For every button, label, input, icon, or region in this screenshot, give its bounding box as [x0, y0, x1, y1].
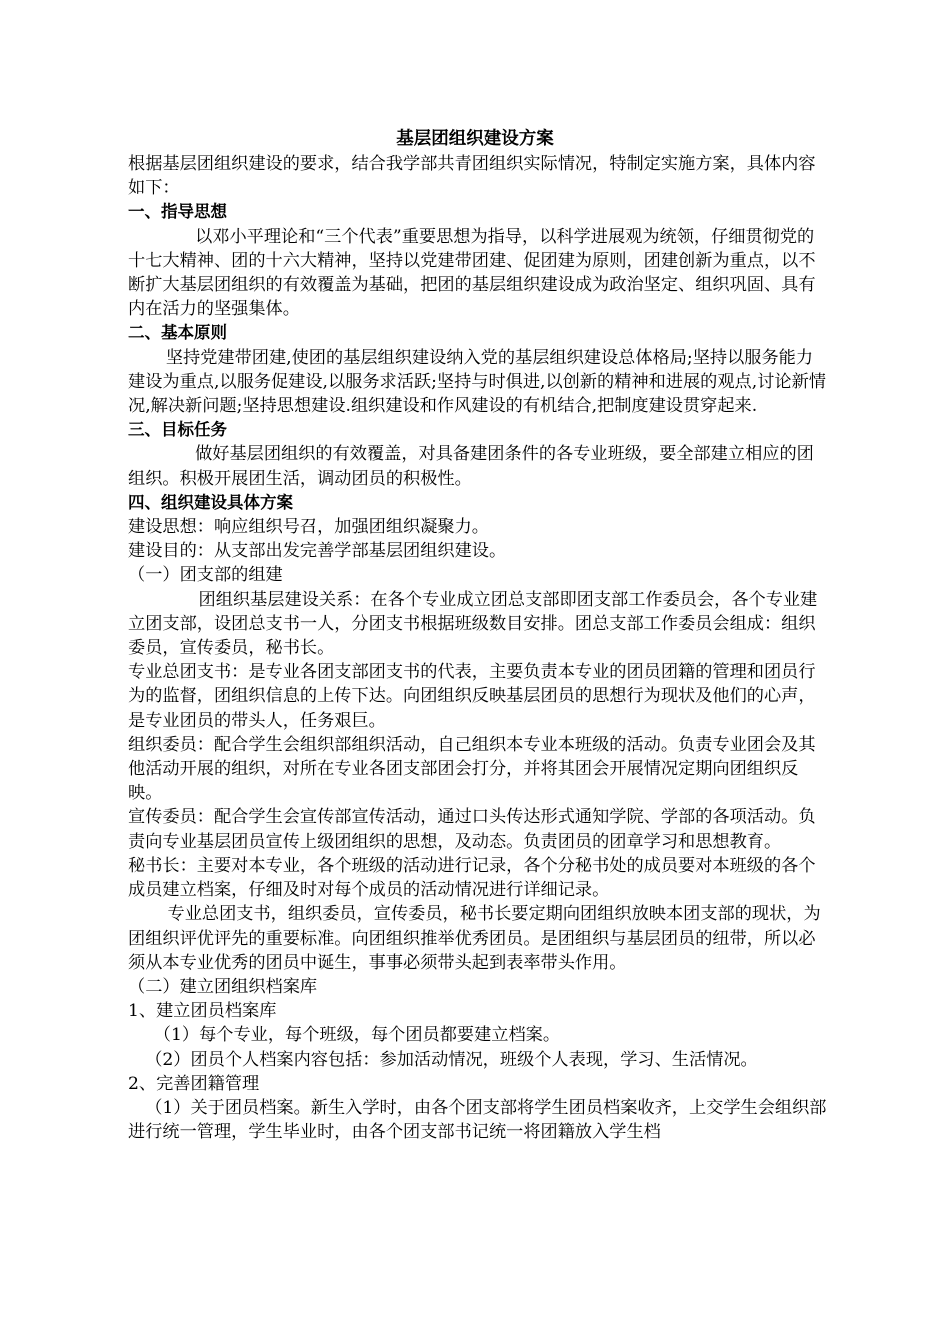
paragraph-secretary-general: 秘书长：主要对本专业，各个班级的活动进行记录，各个分秘书处的成员要对本班级的各个成员建立档案，仔细及时对每个成员的活动情况进行详细记录。 [128, 855, 816, 901]
subheading-archive: （二）建立团组织档案库 [128, 976, 318, 997]
document-body [128, 152, 828, 1144]
section-heading-plan: 四、组织建设具体方案 [128, 492, 293, 512]
paragraph-goals: 做好基层团组织的有效覆盖，对具备建团条件的各专业班级，要全部建立相应的团组织。积极开展团生活，调动团员的积极性。 [128, 444, 814, 489]
paragraph-basic-principles: 坚持党建带团建,使团的基层组织建设纳入党的基层组织建设总体格局;坚持以服务能力建设为重点,以服务促建设,以服务求活跃;坚持与时俱进,以创新的精神和进展的观点,讨论新情况,解决新问题;坚持思想建设.组织建设和作风建设的有机结合,把制度建设贯穿起来. [128, 347, 826, 417]
list-item-membership: 2、完善团籍管理 [128, 1073, 260, 1094]
section-heading-goals: 三、目标任务 [128, 420, 227, 440]
intro-paragraph: 根据基层团组织建设的要求，结合我学部共青团组织实际情况，特制定实施方案，具体内容如下： [128, 154, 816, 199]
paragraph-propaganda-member: 宣传委员：配合学生会宣传部宣传活动，通过口头传达形式通知学院、学部的各项活动。负责向专业基层团员宣传上级团组织的思想，及动态。负责团员的团章学习和思想教育。 [128, 807, 816, 852]
document-title: 基层团组织建设方案 [396, 129, 554, 149]
paragraph-organization-member: 组织委员：配合学生会组织部组织活动，自己组织本专业本班级的活动。负责专业团会及其他活动开展的组织，对所在专业各团支部团会打分，并将其团会开展情况定期向团组织反映。 [128, 734, 816, 804]
paragraph-general-secretary: 专业总团支书：是专业各团支部团支书的代表，主要负责本专业的团员团籍的管理和团员行为的监督，团组织信息的上传下达。向团组织反映基层团员的思想行为现状及他们的心声，是专业团员的带头人，任务艰巨。 [128, 662, 816, 731]
paragraph-construction-idea: 建设思想：响应组织号召，加强团组织凝聚力。 [128, 517, 489, 538]
section-heading-basic-principles: 二、基本原则 [128, 323, 227, 343]
paragraph-guiding-ideology: 以邓小平理论和“三个代表”重要思想为指导，以科学进展观为统领，仔细贯彻党的十七大精神、团的十六大精神，坚持以党建带团建、促团建为原则，团建创新为重点，以不断扩大基层团组织的有效覆盖为基础，把团的基层组织建设成为政治坚定、组织巩固、具有内在活力的坚强集体。 [128, 226, 816, 320]
paragraph-summary: 专业总团支书，组织委员，宣传委员，秘书长要定期向团组织放映本团支部的现状，为团组织评优评先的重要标准。向团组织推举优秀团员。是团组织与基层团员的纽带，所以必须从本专业优秀的团员中诞生，事事必须带头起到表率带头作用。 [128, 904, 821, 973]
paragraph-construction-goal: 建设目的：从支部出发完善学部基层团组织建设。 [128, 541, 507, 562]
list-item-archive: 1、建立团员档案库 [128, 1001, 277, 1022]
subheading-branch-setup: （一）团支部的组建 [128, 565, 283, 586]
list-item-archive-2: （2）团员个人档案内容包括：参加活动情况，班级个人表现，学习、生活情况。 [145, 1049, 758, 1070]
list-item-archive-1: （1）每个专业，每个班级，每个团员都要建立档案。 [153, 1025, 561, 1046]
section-heading-guiding-ideology: 一、指导思想 [128, 202, 227, 222]
list-item-membership-1: （1）关于团员档案。新生入学时，由各个团支部将学生团员档案收齐，上交学生会组织部进行统一管理，学生毕业时，由各个团支部书记统一将团籍放入学生档 [128, 1097, 827, 1143]
paragraph-relation: 团组织基层建设关系：在各个专业成立团总支部即团支部工作委员会，各个专业建立团支部，设团总支书一人，分团支书根据班级数目安排。团总支部工作委员会组成：组织委员，宣传委员，秘书长。 [128, 589, 818, 659]
